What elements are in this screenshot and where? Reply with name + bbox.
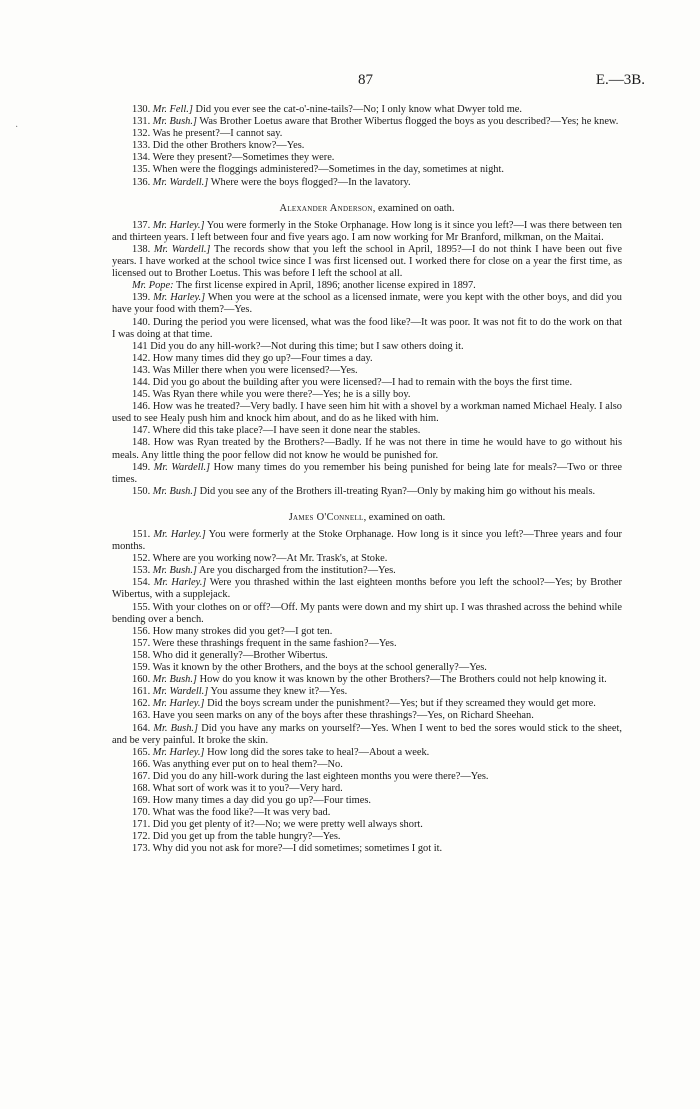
testimony-line [112,674,622,686]
testimony-line [112,486,622,498]
question-text: Did the boys scream under the punishment?—Yes; but if they screamed they would get more. [204,698,596,710]
testimony-line [112,353,622,365]
testimony-line [112,553,622,565]
question-text: Were you thrashed within the last eighteen months before you left the school?—Yes; by Brother Wibertus, with a supplejack. [112,577,622,601]
testimony-line [112,292,622,316]
question-text: Have you seen marks on any of the boys after these thrashings?—Yes, on Richard Sheehan. [152,710,534,722]
testimony-line [112,686,622,698]
question-number: 155. [132,601,151,613]
question-text: How many times do you remember his being punished for being late for meals?—Two or three times. [112,461,622,485]
question-text: You assume they knew it?—Yes. [208,686,348,698]
question-number: 150. [132,485,151,497]
question-number: 137. [132,219,151,231]
question-text: Did the other Brothers know?—Yes. [152,140,305,152]
question-number: 157. [132,637,151,649]
question-text: Where were the boys flogged?—In the lavatory. [208,176,411,188]
testimony-line [112,698,622,710]
speaker: Mr. Bush.] [152,565,197,577]
question-number: 162. [132,698,151,710]
question-number: 143. [132,364,151,376]
question-text: During the period you were licensed, what was the food like?—It was poor. It was not fit to do the work on that I was doing at that time. [112,316,622,340]
testimony-line [112,317,622,341]
speaker: Mr. Fell.] [152,104,193,115]
speaker: Mr. Pope: [132,280,174,292]
question-text: Did you ever see the cat-o'-nine-tails?—No; I only know what Dwyer told me. [192,104,523,115]
question-text: Did you go about the building after you were licensed?—I had to remain with the boys the first time. [152,376,573,388]
question-number: 170. [132,807,151,819]
witness-name: Alexander Anderson [279,202,373,214]
question-text: What was the food like?—It was very bad. [152,807,331,819]
speaker: Mr. Wardell.] [153,461,211,473]
speaker: Mr. Harley.] [152,746,205,758]
testimony-line [112,401,622,425]
question-number: 151. [132,529,151,540]
speaker: Mr. Harley.] [152,219,205,231]
question-number: 171. [132,819,151,831]
testimony-line [112,116,622,128]
testimony-line [112,577,622,601]
speaker: Mr. Bush.] [152,674,197,686]
question-text: Did you have any marks on yourself?—Yes. When I went to bed the sores would stick to the sheet, and be very painful. It broke the skin. [112,722,622,746]
question-text: You were formerly at the Stoke Orphanage. How long is it since you left?—Three years and four months. [112,529,622,553]
testimony-line [112,819,622,831]
question-text: The records show that you left the school in April, 1895?—I do not think I have been out five years. I have worked at the school twice since I was first licensed out. I worked there for close on a year the first time, as licensed out to Brother Loetus. This was before I left the school at all. [112,243,622,280]
question-number: 161. [132,686,151,698]
testimony-line [112,602,622,626]
question-text: Was Ryan there while you were there?—Yes; he is a silly boy. [152,389,411,401]
question-number: 144. [132,376,151,388]
testimony-line [112,341,622,353]
speaker: Mr. Harley.] [153,292,206,304]
speaker: Mr. Wardell.] [152,176,209,188]
testimony-line [112,638,622,650]
question-number: 132. [132,128,151,140]
question-text: Were they present?—Sometimes they were. [152,152,335,164]
speaker: Mr. Bush.] [152,116,197,128]
testimony-line [112,626,622,638]
question-text: When were the floggings administered?—Sometimes in the day, sometimes at night. [152,164,504,176]
speaker: Mr. Harley.] [152,698,205,710]
question-number: 173. [132,843,151,855]
speaker: Mr. Bush.] [153,722,199,734]
question-text: Who did it generally?—Brother Wibertus. [152,649,328,661]
question-text: Did you see any of the Brothers ill-treating Ryan?—Only by making him go without his meals. [196,485,596,497]
testimony-line [112,650,622,662]
question-text: Why did you not ask for more?—I did sometimes; sometimes I got it. [152,843,443,855]
speaker: Mr. Harley.] [153,577,207,589]
testimony-line [112,462,622,486]
question-number: 168. [132,782,151,794]
margin-speck: · [15,122,19,133]
question-number: 145. [132,389,151,401]
question-number: 138. [132,243,151,255]
question-text: Did you do any hill-work?—Not during this time; but I saw others doing it. [150,340,464,352]
testimony-line [112,747,622,759]
question-number: 134. [132,152,151,164]
testimony-line [112,783,622,795]
testimony-line [112,140,622,152]
question-number: 133. [132,140,151,152]
testimony-body [112,104,622,856]
question-number: 152. [132,553,151,565]
testimony-line [112,177,622,189]
speaker: Mr. Wardell.] [152,686,209,698]
page-header [0,72,700,92]
question-text: Was it known by the other Brothers, and the boys at the school generally?—Yes. [152,662,487,674]
witness-heading [112,189,622,220]
question-number: 158. [132,649,151,661]
question-number: 172. [132,831,151,843]
question-text: Was anything ever put on to heal them?—No. [152,758,343,770]
testimony-line [112,843,622,855]
testimony-line [112,244,622,280]
question-number: 163. [132,710,151,722]
question-number: 156. [132,625,151,637]
question-number: 141 [132,340,148,352]
testimony-line [112,389,622,401]
question-number: 166. [132,758,151,770]
testimony-line [112,280,622,292]
question-text: When you were at the school as a licensed inmate, were you kept with the other boys, and did you have your food with them?—Yes. [112,292,622,316]
testimony-line [112,662,622,674]
question-number: 146. [132,401,151,413]
testimony-line [112,437,622,461]
question-number: 148. [132,437,151,449]
question-text: Was he present?—I cannot say. [152,128,283,140]
testimony-line [112,152,622,164]
question-text: How do you know it was known by the other Brothers?—The Brothers could not help knowing it. [196,674,607,686]
testimony-line [112,220,622,244]
testimony-line [112,807,622,819]
question-text: The first license expired in April, 1896; another license expired in 1897. [173,280,476,292]
question-text: You were formerly in the Stoke Orphanage. How long is it since you left?—I was there between ten and thirteen years. I left between four and five years ago. I am now working for Mr Branford, milkman, on the Maitai. [112,219,623,243]
speaker: Mr. Harley.] [153,529,206,540]
witness-oath: , examined on oath. [363,511,446,523]
question-number: 131. [132,116,151,128]
question-text: Was Brother Loetus aware that Brother Wibertus flogged the boys as you described?—Yes; he knew. [196,116,619,128]
testimony-line [112,128,622,140]
page-number: 87 [358,72,373,88]
question-text: How many times did they go up?—Four times a day. [152,352,373,364]
testimony-line [112,425,622,437]
witness-name: James O'Connell [288,511,364,523]
question-number: 167. [132,770,151,782]
question-number: 139. [132,292,151,304]
testimony-line [112,377,622,389]
question-text: Are you discharged from the institution?—Yes. [196,565,396,577]
question-number: 169. [132,795,151,807]
question-text: What sort of work was it to you?—Very hard. [152,782,343,794]
testimony-line [112,365,622,377]
question-text: How was Ryan treated by the Brothers?—Badly. If he was not there in time he would have to go without his meals. Any little thing the poor fellow did not know he would be punished for. [112,437,622,461]
testimony-line [112,104,622,116]
testimony-line [112,710,622,722]
question-number: 136. [132,176,151,188]
witness-oath: , examined on oath. [372,202,455,214]
question-text: Where are you working now?—At Mr. Trask's, at Stoke. [152,553,388,565]
question-text: Did you do any hill-work during the last eighteen months you were there?—Yes. [152,770,489,782]
question-text: Were these thrashings frequent in the same fashion?—Yes. [152,637,397,649]
question-text: How many strokes did you get?—I got ten. [152,625,333,637]
question-number: 142. [132,352,151,364]
question-number: 164. [132,722,151,734]
speaker: Mr. Wardell.] [153,243,211,255]
question-text: How many times a day did you go up?—Four times. [152,795,371,807]
testimony-line [112,795,622,807]
question-text: Where did this take place?—I have seen it done near the stables. [152,425,421,437]
testimony-line [112,759,622,771]
testimony-line [112,831,622,843]
question-number: 159. [132,662,151,674]
testimony-line [112,771,622,783]
testimony-line [112,164,622,176]
question-number: 140. [132,316,151,328]
section-code: E.—3B. [595,72,645,88]
question-number: 149. [132,461,151,473]
question-text: How was he treated?—Very badly. I have seen him hit with a shovel by a workman named Michael Healy. I also used to see Healy push him and knock him about, and do as he liked with him. [112,401,622,425]
testimony-line [112,529,622,553]
testimony-line [112,565,622,577]
speaker: Mr. Bush.] [152,485,197,497]
question-text: Was Miller there when you were licensed?—Yes. [152,364,358,376]
question-number: 165. [132,746,151,758]
question-text: Did you get up from the table hungry?—Yes. [152,831,341,843]
question-number: 135. [132,164,151,176]
witness-heading [112,498,622,529]
question-number: 154. [132,577,151,589]
testimony-line [112,723,622,747]
question-text: With your clothes on or off?—Off. My pants were down and my shirt up. I was thrashed across the behind while bending over a bench. [112,601,622,625]
question-number: 130. [132,104,151,115]
question-number: 147. [132,425,151,437]
question-number: 153. [132,565,151,577]
question-number: 160. [132,674,151,686]
question-text: How long did the sores take to heal?—About a week. [204,746,430,758]
question-text: Did you get plenty of it?—No; we were pretty well always short. [152,819,423,831]
